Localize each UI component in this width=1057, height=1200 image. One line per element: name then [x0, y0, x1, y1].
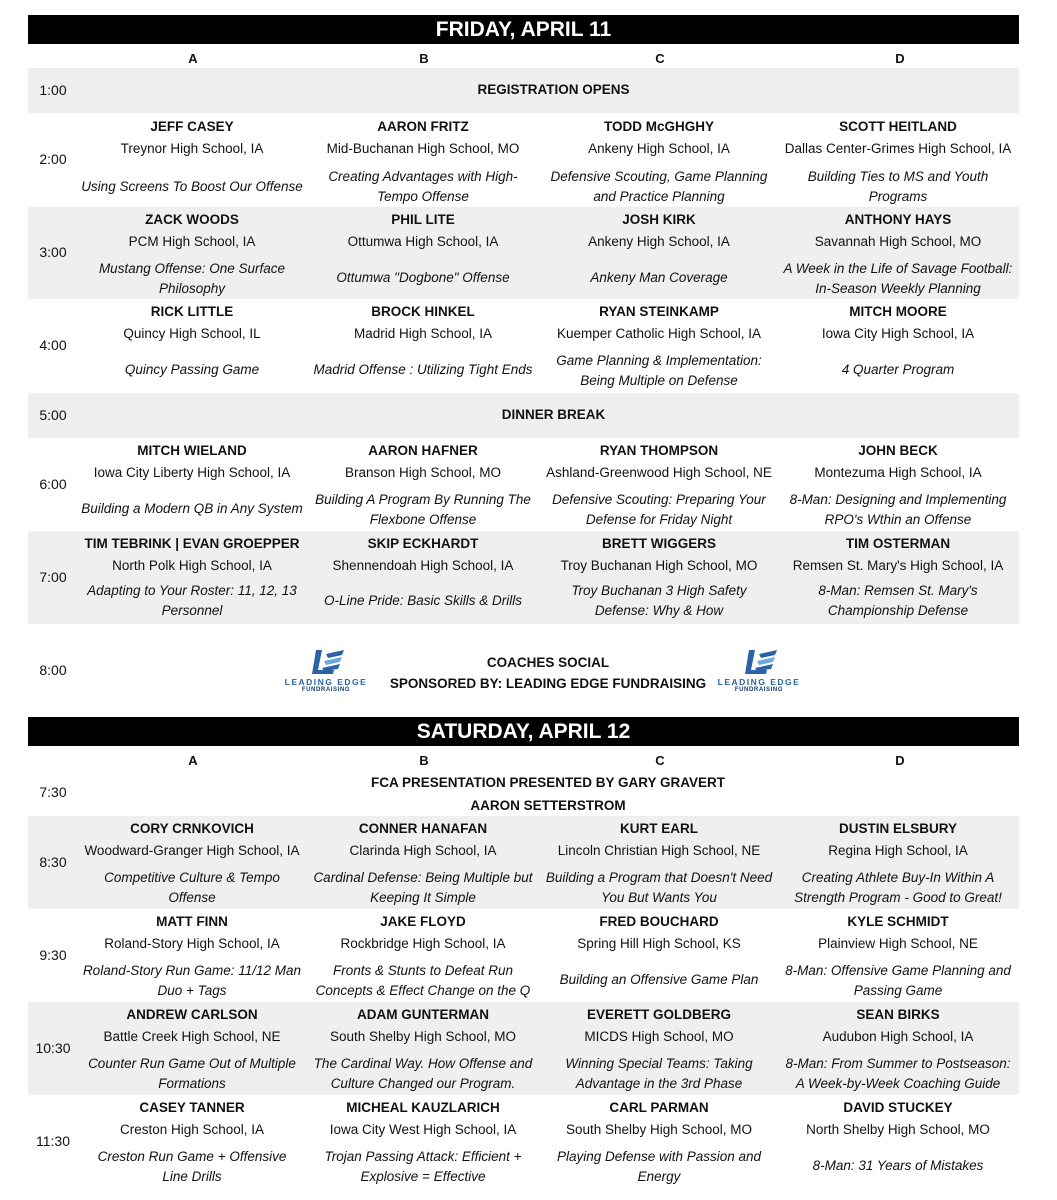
speaker-name: RICK LITTLE	[150, 304, 234, 319]
speaker-school: Mid-Buchanan High School, MO	[326, 140, 520, 156]
speaker-name: TIM OSTERMAN	[845, 536, 951, 551]
speaker-school: Audubon High School, IA	[822, 1028, 974, 1044]
session-cell	[780, 117, 1016, 207]
session-cell	[80, 441, 304, 529]
leading-edge-mark-icon	[713, 648, 805, 678]
session-cell	[312, 441, 534, 529]
friday-header: FRIDAY, APRIL 11	[28, 15, 1019, 44]
speaker-name: MATT FINN	[156, 914, 228, 929]
session-topic: Building A Program By Running The Flexbone Offense	[315, 492, 531, 527]
speaker-school: Savannah High School, MO	[814, 233, 982, 249]
session-cell	[80, 912, 304, 1000]
session-topic: Game Planning & Implementation: Being Multiple on Defense	[556, 353, 762, 388]
speaker-name: MICHEAL KAUZLARICH	[346, 1100, 500, 1115]
speaker-school: Remsen St. Mary's High School, IA	[792, 557, 1004, 573]
speaker-school: Iowa City West High School, IA	[329, 1121, 517, 1137]
speaker-school: Madrid High School, IA	[353, 325, 493, 341]
speaker-school: Iowa City High School, IA	[821, 325, 975, 341]
session-topic: Building a Program that Doesn't Need You But Wants You	[545, 870, 773, 905]
session-topic: Ottumwa "Dogbone" Offense	[336, 270, 510, 285]
social-title: COACHES SOCIAL	[486, 655, 610, 670]
column-a: A	[188, 51, 198, 66]
speaker-name: DAVID STUCKEY	[843, 1100, 953, 1115]
registration-label: REGISTRATION OPENS	[477, 82, 630, 97]
speaker-name: TODD McGHGHY	[603, 119, 714, 134]
social-row	[28, 624, 1019, 716]
session-cell	[312, 302, 534, 390]
time-label: 7:00	[39, 569, 67, 585]
session-cell	[312, 912, 534, 1000]
speaker-name: JEFF CASEY	[150, 119, 234, 134]
session-topic: Quincy Passing Game	[124, 362, 260, 377]
logo-subtext: FUNDRAISING	[734, 687, 784, 693]
session-topic: Defensive Scouting: Preparing Your Defense for Friday Night	[552, 492, 766, 527]
time-label: 4:00	[39, 337, 67, 353]
session-topic: Creating Advantages with High-Tempo Offense	[328, 169, 518, 204]
session-row	[28, 207, 1019, 299]
speaker-name: KURT EARL	[620, 821, 698, 836]
session-row	[28, 438, 1019, 531]
session-cell	[544, 210, 774, 298]
speaker-name: BRETT WIGGERS	[602, 536, 716, 551]
session-topic: 8-Man: Offensive Game Planning and Passing Game	[785, 963, 1011, 998]
speaker-name: ZACK WOODS	[145, 212, 239, 227]
speaker-name: CONNER HANAFAN	[358, 821, 488, 836]
speaker-name: BROCK HINKEL	[371, 304, 475, 319]
time-label: 10:30	[35, 1040, 71, 1056]
session-topic: Trojan Passing Attack: Efficient + Explosive = Effective	[324, 1149, 522, 1184]
session-topic: Ankeny Man Coverage	[590, 270, 728, 285]
session-cell	[544, 117, 774, 207]
speaker-name: TIM TEBRINK | EVAN GROEPPER	[84, 536, 300, 551]
speaker-school: Treynor High School, IA	[120, 140, 264, 156]
speaker-school: Ankeny High School, IA	[588, 233, 730, 249]
speaker-name: CARL PARMAN	[609, 1100, 709, 1115]
speaker-school: South Shelby High School, MO	[329, 1028, 517, 1044]
speaker-school: Dallas Center-Grimes High School, IA	[784, 140, 1012, 156]
session-topic: Winning Special Teams: Taking Advantage in the 3rd Phase	[565, 1056, 753, 1091]
session-cell	[80, 534, 304, 622]
speaker-school: Lincoln Christian High School, NE	[557, 842, 761, 858]
session-cell	[80, 1098, 304, 1186]
session-topic: 8-Man: Designing and Implementing RPO's Wthin an Offense	[789, 492, 1007, 527]
leading-edge-logo	[713, 648, 805, 698]
session-cell	[780, 302, 1016, 390]
session-row	[28, 531, 1019, 624]
speaker-school: Ottumwa High School, IA	[347, 233, 499, 249]
speaker-school: Creston High School, IA	[119, 1121, 265, 1137]
time-label: 11:30	[36, 1133, 70, 1149]
session-row	[28, 1002, 1019, 1095]
speaker-school: Regina High School, IA	[828, 842, 968, 858]
session-topic: Madrid Offense : Utilizing Tight Ends	[313, 362, 533, 377]
speaker-name: RYAN THOMPSON	[599, 443, 719, 458]
dinner-label: DINNER BREAK	[501, 407, 606, 422]
session-cell	[544, 302, 774, 390]
session-topic: 8-Man: Remsen St. Mary's Championship Defense	[818, 583, 978, 618]
session-topic: Creston Run Game + Offensive Line Drills	[97, 1149, 287, 1184]
column-a: A	[188, 753, 198, 768]
session-topic: Using Screens To Boost Our Offense	[81, 179, 303, 194]
session-topic: Roland-Story Run Game: 11/12 Man Duo + Tags	[82, 963, 302, 998]
speaker-school: Quincy High School, IL	[123, 325, 261, 341]
speaker-name: ADAM GUNTERMAN	[357, 1007, 489, 1022]
session-cell	[780, 819, 1016, 907]
session-topic: 4 Quarter Program	[841, 362, 955, 377]
speaker-name: JOSH KIRK	[622, 212, 696, 227]
session-cell	[544, 441, 774, 529]
speaker-school: Roland-Story High School, IA	[104, 935, 280, 951]
session-topic: Cardinal Defense: Being Multiple but Keeping It Simple	[313, 870, 533, 905]
session-cell	[780, 210, 1016, 298]
speaker-school: MICDS High School, MO	[584, 1028, 734, 1044]
logo-wordmark: LEADING EDGE	[717, 677, 801, 687]
speaker-name: EVERETT GOLDBERG	[586, 1007, 731, 1022]
speaker-name: FRED BOUCHARD	[599, 914, 719, 929]
time-label: 5:00	[39, 407, 67, 423]
speaker-name: CASEY TANNER	[139, 1100, 245, 1115]
session-cell	[80, 117, 304, 207]
time-label: 6:00	[39, 476, 67, 492]
session-topic: Defensive Scouting, Game Planning and Practice Planning	[550, 169, 768, 204]
speaker-school: Shennendoah High School, IA	[332, 557, 514, 573]
time-label: 9:30	[39, 947, 67, 963]
session-row	[28, 113, 1019, 207]
column-c: C	[655, 51, 665, 66]
fca-row	[28, 768, 1019, 816]
session-topic: Counter Run Game Out of Multiple Formations	[88, 1056, 296, 1091]
session-topic: 8-Man: From Summer to Postseason: A Week-by-Week Coaching Guide	[785, 1056, 1011, 1091]
session-cell	[544, 1098, 774, 1186]
session-cell	[80, 302, 304, 390]
speaker-name: SCOTT HEITLAND	[839, 119, 957, 134]
speaker-name: ANDREW CARLSON	[126, 1007, 258, 1022]
session-topic: 8-Man: 31 Years of Mistakes	[812, 1158, 984, 1173]
session-topic: O-Line Pride: Basic Skills & Drills	[323, 593, 523, 608]
dinner-row	[28, 393, 1019, 438]
speaker-name: RYAN STEINKAMP	[599, 304, 719, 319]
session-topic: Fronts & Stunts to Defeat Run Concepts & Effect Change on the Q	[315, 963, 531, 998]
speaker-school: Woodward-Granger High School, IA	[84, 842, 300, 858]
speaker-school: Troy Buchanan High School, MO	[560, 557, 758, 573]
column-d: D	[895, 753, 905, 768]
time-label: 7:30	[39, 784, 67, 800]
session-cell	[312, 534, 534, 622]
session-cell	[312, 117, 534, 207]
speaker-name: CORY CRNKOVICH	[130, 821, 254, 836]
fca-title: FCA PRESENTATION PRESENTED BY GARY GRAVERT	[370, 775, 726, 790]
session-topic: The Cardinal Way. How Offense and Culture Changed our Program.	[313, 1056, 533, 1091]
session-topic: Building Ties to MS and Youth Programs	[807, 169, 989, 204]
time-label: 8:30	[39, 854, 67, 870]
speaker-school: Ankeny High School, IA	[588, 140, 730, 156]
session-row	[28, 909, 1019, 1002]
session-cell	[80, 210, 304, 298]
time-label: 2:00	[39, 151, 67, 167]
speaker-name: ANTHONY HAYS	[844, 212, 952, 227]
session-cell	[312, 1098, 534, 1186]
speaker-school: Rockbridge High School, IA	[340, 935, 506, 951]
speaker-name: MITCH MOORE	[849, 304, 947, 319]
speaker-school: North Polk High School, IA	[112, 557, 272, 573]
session-topic: Adapting to Your Roster: 11, 12, 13 Personnel	[87, 583, 297, 618]
session-cell	[544, 912, 774, 1000]
session-topic: Building a Modern QB in Any System	[81, 501, 303, 516]
session-cell	[312, 819, 534, 907]
fca-text	[308, 771, 788, 817]
session-topic: Competitive Culture & Tempo Offense	[104, 870, 280, 905]
speaker-name: MITCH WIELAND	[137, 443, 247, 458]
session-cell	[80, 819, 304, 907]
session-topic: Mustang Offense: One Surface Philosophy	[98, 261, 286, 296]
speaker-school: North Shelby High School, MO	[806, 1121, 990, 1137]
logo-wordmark: LEADING EDGE	[284, 677, 368, 687]
speaker-school: Montezuma High School, IA	[814, 464, 982, 480]
session-cell	[544, 819, 774, 907]
saturday-header: SATURDAY, APRIL 12	[28, 717, 1019, 746]
fca-speaker: AARON SETTERSTROM	[470, 798, 626, 813]
session-topic: Creating Athlete Buy-In Within A Strength Program - Good to Great!	[794, 870, 1002, 905]
session-cell	[780, 441, 1016, 529]
registration-row	[28, 68, 1019, 113]
speaker-school: Ashland-Greenwood High School, NE	[546, 464, 772, 480]
speaker-name: AARON FRITZ	[377, 119, 469, 134]
session-topic: Troy Buchanan 3 High Safety Defense: Why & How	[571, 583, 747, 618]
friday-column-letters	[0, 47, 1057, 69]
speaker-school: Iowa City Liberty High School, IA	[93, 464, 291, 480]
speaker-name: AARON HAFNER	[368, 443, 478, 458]
speaker-school: South Shelby High School, MO	[565, 1121, 753, 1137]
social-text	[358, 652, 738, 694]
session-cell	[312, 210, 534, 298]
session-cell	[312, 1005, 534, 1093]
logo-subtext: FUNDRAISING	[301, 687, 351, 693]
session-topic: Playing Defense with Passion and Energy	[556, 1149, 762, 1184]
speaker-school: Kuemper Catholic High School, IA	[556, 325, 762, 341]
column-c: C	[655, 753, 665, 768]
speaker-school: Spring Hill High School, KS	[577, 935, 741, 951]
time-label: 3:00	[39, 244, 67, 260]
time-label: 8:00	[39, 662, 67, 678]
speaker-name: DUSTIN ELSBURY	[838, 821, 957, 836]
speaker-school: Plainview High School, NE	[818, 935, 978, 951]
speaker-name: JAKE FLOYD	[380, 914, 466, 929]
session-cell	[780, 1005, 1016, 1093]
session-cell	[780, 534, 1016, 622]
session-cell	[780, 1098, 1016, 1186]
time-label: 1:00	[39, 82, 67, 98]
column-b: B	[419, 753, 429, 768]
speaker-school: Clarinda High School, IA	[349, 842, 497, 858]
column-b: B	[419, 51, 429, 66]
speaker-name: JOHN BECK	[858, 443, 938, 458]
session-cell	[780, 912, 1016, 1000]
speaker-school: Branson High School, MO	[344, 464, 502, 480]
social-sponsor: SPONSORED BY: LEADING EDGE FUNDRAISING	[389, 676, 707, 691]
column-d: D	[895, 51, 905, 66]
session-topic: Building an Offensive Game Plan	[559, 972, 759, 987]
session-row	[28, 816, 1019, 909]
session-row	[28, 1095, 1019, 1188]
speaker-name: SEAN BIRKS	[856, 1007, 940, 1022]
session-cell	[80, 1005, 304, 1093]
speaker-school: PCM High School, IA	[128, 233, 256, 249]
session-cell	[544, 1005, 774, 1093]
session-row	[28, 299, 1019, 393]
speaker-school: Battle Creek High School, NE	[103, 1028, 281, 1044]
speaker-name: KYLE SCHMIDT	[847, 914, 949, 929]
session-topic: A Week in the Life of Savage Football: In-Season Weekly Planning	[783, 261, 1013, 296]
session-cell	[544, 534, 774, 622]
speaker-name: SKIP ECKHARDT	[367, 536, 479, 551]
speaker-name: PHIL LITE	[391, 212, 455, 227]
